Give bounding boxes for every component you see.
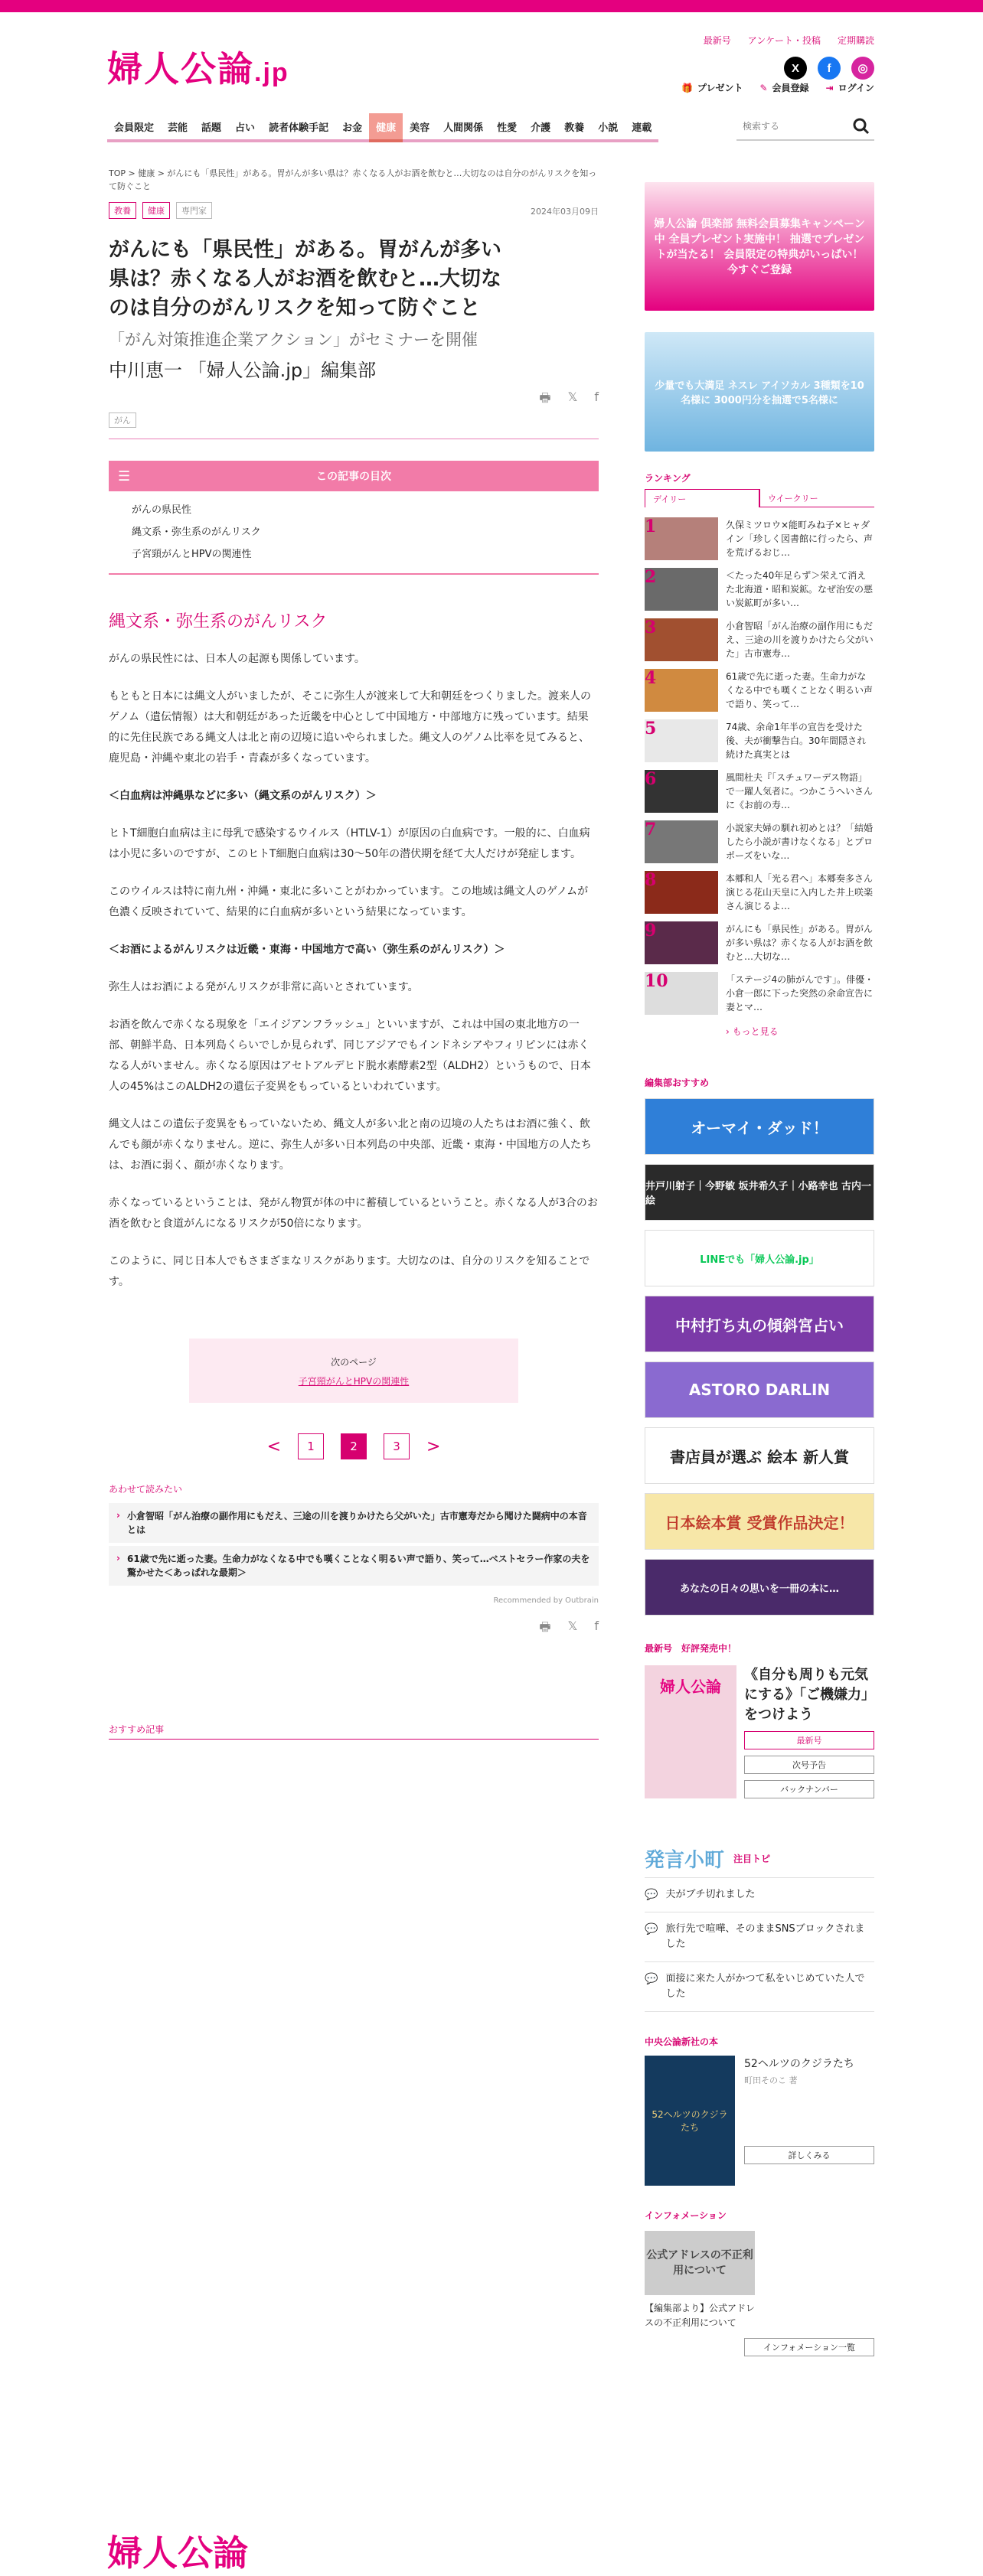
- recommended-heading: おすすめ記事: [109, 1723, 599, 1740]
- tag-link[interactable]: 専門家: [176, 202, 212, 219]
- ranking-text: 風間杜夫『「スチュワーデス物語」で一躍人気者に。つかこうへいさんに《お前の寿…: [726, 772, 874, 810]
- related-item[interactable]: › 61歳で先に逝った妻。生命力がなくなる中でも嘆くことなく明るい声で語り、笑って…ベストセラー作家の夫を驚かせた＜あっぱれな最期＞: [109, 1546, 599, 1586]
- instagram-icon[interactable]: ◎: [851, 57, 874, 80]
- related-item[interactable]: › 小倉智昭「がん治療の副作用にもだえ、三途の川を渡りかけたら父がいた」古市憲寿だから聞けた闘病中の本音とは: [109, 1503, 599, 1543]
- info-block: [645, 2231, 874, 2356]
- related-title: あわせて読みたい: [109, 1484, 183, 1495]
- tag-link[interactable]: 教養: [109, 202, 136, 219]
- hatsugen-item[interactable]: [645, 1962, 874, 2012]
- page-link-current[interactable]: 2: [341, 1433, 367, 1459]
- present-label: プレゼント: [697, 83, 743, 93]
- nav-item[interactable]: 性愛: [490, 113, 524, 142]
- ranking-item[interactable]: [645, 867, 874, 918]
- book-cover[interactable]: 52ヘルツのクジラたち: [645, 2056, 735, 2186]
- nav-item[interactable]: 芸能: [161, 113, 194, 142]
- next-issue-button[interactable]: 次号予告: [744, 1756, 874, 1774]
- sidebar: [645, 182, 874, 2356]
- footer-logo[interactable]: 婦人公論: [107, 2532, 248, 2574]
- login-label: ログイン: [838, 83, 874, 93]
- top-link-latest[interactable]: 最新号: [703, 35, 731, 46]
- article-body: [109, 649, 599, 1293]
- ranking-item[interactable]: [645, 615, 874, 665]
- ranking-text: 小説家夫婦の馴れ初めとは？「結婚したら小説が書けなくなる」とプロポーズをいな…: [726, 823, 874, 861]
- paragraph: 弥生人はお酒による発がんリスクが非常に高いとされています。: [109, 981, 419, 993]
- editor-banner[interactable]: 書店員が選ぶ 絵本 新人賞: [645, 1427, 874, 1484]
- book-block: [645, 2056, 874, 2186]
- ranking-text: 久保ミツロウ×能町みね子×ヒャダイン「珍しく図書館に行ったら、声を荒げるおじ…: [726, 520, 874, 558]
- editor-banner[interactable]: 井戸川射子｜今野敏 坂井希久子｜小路幸也 古内一絵: [645, 1164, 874, 1221]
- breadcrumb: TOP > 健康 > がんにも「県民性」がある。胃がんが多い県は？赤くなる人がお酒を飲むと…大切なのは自分のがんリスクを知って防ぐこと: [109, 168, 597, 191]
- next-page-box: [189, 1339, 518, 1403]
- share-buttons: [539, 390, 599, 410]
- rank-number: 2: [645, 567, 657, 587]
- ranking-title: ランキング: [645, 473, 691, 484]
- facebook-share-icon[interactable]: f: [594, 1619, 599, 1633]
- hatsugen-label: 注目トピ: [733, 1854, 771, 1864]
- keyword-tag[interactable]: がん: [109, 412, 136, 428]
- search-input[interactable]: [736, 115, 844, 138]
- ranking-item[interactable]: [645, 514, 874, 564]
- toc-item[interactable]: がんの県民性: [132, 504, 192, 516]
- rank-number: 6: [645, 769, 657, 789]
- more-link[interactable]: › もっと見る: [726, 1026, 779, 1037]
- magazine-title: 最新号 好評発売中！: [645, 1643, 737, 1654]
- toc-divider: [109, 573, 599, 575]
- nav-item[interactable]: 介護: [524, 113, 557, 142]
- ranking-item[interactable]: [645, 716, 874, 766]
- editor-title: 編集部おすすめ: [645, 1078, 710, 1088]
- editor-banner[interactable]: オーマイ・ダッド！: [645, 1098, 874, 1155]
- rank-number: 10: [645, 971, 668, 991]
- hatsugen-list: [645, 1877, 874, 2012]
- sub-heading: ＜お酒によるがんリスクは近畿・東海・中国地方で高い（弥生系のがんリスク）＞: [109, 944, 505, 956]
- toc-item[interactable]: 子宮頸がんとHPVの関連性: [132, 549, 252, 560]
- ranking-item[interactable]: [645, 817, 874, 867]
- nav-item-active[interactable]: 健康: [369, 113, 403, 142]
- editor-banner[interactable]: 日本絵本賞 受賞作品決定！: [645, 1493, 874, 1550]
- top-link-subscribe[interactable]: 定期購読: [837, 35, 874, 46]
- paragraph: このように、同じ日本人でもさまざまなリスクがあります。大切なのは、自分のリスクを知ることです。: [109, 1255, 590, 1288]
- category-nav: [107, 113, 658, 142]
- magazine-block: [645, 1665, 874, 1798]
- top-links: [704, 34, 874, 47]
- rank-number: 9: [645, 921, 657, 941]
- facebook-icon[interactable]: f: [818, 57, 841, 80]
- chat-bubble-icon: 💬: [645, 1923, 658, 1935]
- related-list: [109, 1503, 599, 1586]
- paragraph: お酒を飲んで赤くなる現象を「エイジアンフラッシュ」といいますが、これは中国の東北地方の一部、朝鮮半島、日本列島くらいでしか見られず、同じアジアでもインドネシアやフィリピンには赤くなる人がいません。赤くなる原因はアセトアルデヒド脱水素酵素2型（ALDH2）というもので、日本人の45%はこのALDH2の遺伝子変異をもっているといわれています。: [109, 1019, 591, 1093]
- ranking-item[interactable]: [645, 766, 874, 817]
- hatsugen-text: 面接に来た人がかつて私をいじめていた人でした: [665, 1973, 865, 2000]
- hatsugen-text: 旅行先で喧嘩、そのままSNSブロックされました: [665, 1923, 865, 1950]
- info-title: インフォメーション: [645, 2210, 727, 2221]
- toc-title: この記事の目次: [316, 471, 391, 483]
- nav-item[interactable]: 話題: [194, 113, 228, 142]
- paragraph: 縄文人はこの遺伝子変異をもっていないため、縄文人が多い北と南の辺境の人たちはお酒に強く、飲んでも顔が赤くなりません。逆に、弥生人が多い日本列島の中央部、近畿・東海・中国地方の人たちは、お酒に弱く、顔が赤くなります。: [109, 1118, 592, 1172]
- back-number-button[interactable]: バックナンバー: [744, 1780, 874, 1798]
- present-link[interactable]: [681, 81, 743, 94]
- gift-icon: 🎁: [681, 83, 693, 93]
- next-page-label: 次のページ: [331, 1357, 377, 1368]
- editor-banner[interactable]: ASTORO DARLIN: [645, 1361, 874, 1418]
- social-links: [784, 57, 874, 80]
- nav-item[interactable]: 小説: [591, 113, 625, 142]
- x-share-icon[interactable]: 𝕏: [567, 1619, 578, 1633]
- list-icon: ☰: [118, 468, 131, 484]
- latest-issue-button[interactable]: 最新号: [744, 1731, 874, 1749]
- chat-bubble-icon: 💬: [645, 1889, 658, 1901]
- login-icon: ⇥: [825, 83, 834, 93]
- login-link[interactable]: [826, 81, 874, 94]
- nav-item[interactable]: 読者体験手記: [262, 113, 335, 142]
- paragraph: 赤くなっているということは、発がん物質が体の中に蓄積しているということ。赤くなる人が3合のお酒を飲むと食道がんになるリスクが50倍になります。: [109, 1197, 598, 1230]
- next-page-link[interactable]: 子宮頸がんとHPVの関連性: [298, 1376, 410, 1387]
- rank-number: 8: [645, 870, 657, 890]
- ranking-text: 小倉智昭「がん治療の副作用にもだえ、三途の川を渡りかけたら父がいた」古市憲寿…: [726, 621, 874, 659]
- tag-link[interactable]: 健康: [142, 202, 170, 219]
- top-accent-bar: [0, 0, 983, 12]
- ranking-text: 74歳、余命1年半の宣告を受けた後、夫が衝撃告白。30年間隠され続けた真実とは: [726, 722, 867, 760]
- print-icon[interactable]: 🖶: [539, 390, 551, 405]
- section-heading: 縄文系・弥生系のがんリスク: [109, 612, 328, 631]
- info-list-button[interactable]: インフォメーション一覧: [744, 2338, 874, 2356]
- account-links: [681, 81, 874, 94]
- editor-banner[interactable]: 中村打ち丸の傾斜宮占い: [645, 1296, 874, 1352]
- page-link[interactable]: 3: [384, 1433, 410, 1459]
- ranking-text: 「ステージ4の肺がんです」。俳優・小倉一郎に下った突然の余命宣告に妻とマ…: [726, 974, 874, 1012]
- share-buttons-bottom: [539, 1619, 599, 1639]
- x-share-icon[interactable]: 𝕏: [567, 390, 578, 404]
- paragraph: もともと日本には縄文人がいましたが、そこに弥生人が渡来して大和朝廷をつくりました。渡来人のゲノム（遺伝情報）は大和朝廷があった近畿を中心として中国地方・中部地方に残っています。結果的に先住民族である縄文人は北と南の辺境に追いやられました。縄文人のゲノム比率を見てみると、鹿児島・沖縄や東北の岩手・青森が多くなっています。: [109, 690, 591, 765]
- article-column: [109, 167, 599, 1740]
- article-tags: [109, 202, 599, 219]
- article-subtitle: 「がん対策推進企業アクション」がセミナーを開催: [109, 331, 478, 349]
- pen-icon: ✎: [759, 83, 768, 93]
- article-author: 中川恵一 「婦人公論.jp」編集部: [109, 360, 377, 381]
- ranking-item[interactable]: [645, 968, 874, 1019]
- rank-number: 4: [645, 668, 657, 688]
- book-name[interactable]: 52ヘルツのクジラたち: [744, 2058, 854, 2070]
- hatsugen-header: [645, 1844, 874, 1873]
- nav-item[interactable]: 教養: [557, 113, 591, 142]
- page-link[interactable]: 1: [298, 1433, 324, 1459]
- info-card[interactable]: 公式アドレスの不正利用について: [645, 2231, 755, 2295]
- ranking-text: ＜たった40年足らず＞栄えて消えた北海道・昭和炭鉱。なぜ治安の悪い炭鉱町が多い…: [726, 570, 874, 608]
- ranking-tabs: [645, 489, 874, 507]
- top-link-survey[interactable]: アンケート・投稿: [747, 35, 821, 46]
- nestle-banner[interactable]: 少量でも大満足 ネスレ アイソカル 3種類を10名様に 3000円分を抽選で5名様に: [645, 332, 874, 452]
- info-text[interactable]: 【編集部より】公式アドレスの不正利用について: [645, 2303, 756, 2328]
- magazine-copy: 《自分も周りも元気にする》「ご機嫌力」をつけよう: [744, 1667, 868, 1723]
- next-arrow-icon[interactable]: >: [426, 1436, 441, 1456]
- tab-weekly[interactable]: ウイークリー: [759, 489, 874, 507]
- book-author: 町田そのこ 著: [744, 2075, 798, 2085]
- hatsugen-item[interactable]: [645, 1912, 874, 1962]
- x-icon[interactable]: X: [784, 57, 807, 80]
- print-icon[interactable]: 🖶: [539, 1619, 551, 1634]
- more-label: もっと見る: [732, 1026, 779, 1037]
- ranking-list: [645, 514, 874, 1019]
- search-box: [736, 115, 874, 141]
- hatsugen-item[interactable]: [645, 1878, 874, 1912]
- hatsugen-text: 夫がブチ切れました: [665, 1889, 756, 1900]
- book-details-button[interactable]: 詳しくみる: [744, 2146, 874, 2164]
- magazine-cover[interactable]: 婦人公論: [645, 1665, 736, 1798]
- table-of-contents: [109, 461, 599, 575]
- nav-item[interactable]: 人間関係: [436, 113, 490, 142]
- nav-item[interactable]: 占い: [228, 113, 262, 142]
- editor-banner[interactable]: LINEでも「婦人公論.jp」: [645, 1230, 874, 1286]
- chat-bubble-icon: 💬: [645, 1973, 658, 1985]
- register-link[interactable]: [759, 81, 808, 94]
- search-icon[interactable]: [853, 118, 870, 138]
- paragraph: このウイルスは特に南九州・沖縄・東北に多いことがわかっています。この地域は縄文人のゲノムが色濃く反映されていて、結果的に白血病が多いという結果になっています。: [109, 885, 589, 918]
- register-label: 会員登録: [772, 83, 809, 93]
- editor-banner[interactable]: あなたの日々の思いを一冊の本に…: [645, 1559, 874, 1616]
- ranking-item[interactable]: [645, 918, 874, 968]
- toc-item[interactable]: 縄文系・弥生系のがんリスク: [132, 527, 261, 538]
- editor-banners: [645, 1098, 874, 1616]
- nav-item[interactable]: 連載: [625, 113, 658, 142]
- nav-item[interactable]: お金: [335, 113, 369, 142]
- club-banner[interactable]: 婦人公論 倶楽部 無料会員募集キャンペーン中 全員プレゼント実施中！ 抽選でプレゼントが当たる！ 会員限定の特典がいっぱい！ 今すぐご登録: [645, 182, 874, 311]
- ranking-item[interactable]: [645, 665, 874, 716]
- publish-date: 2024年03月09日: [531, 207, 599, 217]
- facebook-share-icon[interactable]: f: [594, 390, 599, 404]
- book-title: 中央公論新社の本: [645, 2036, 719, 2047]
- rank-number: 7: [645, 820, 657, 840]
- ranking-text: 本郷和人「光る君へ」本郷奏多さん演じる花山天皇に入内した井上咲楽さん演じるよ…: [726, 873, 874, 911]
- paragraph: ヒトT細胞白血病は主に母乳で感染するウイルス（HTLV-1）が原因の白血病です。一般的に、白血病は小児に多いのですが、このヒトT細胞白血病は30〜50年の潜伏期を経て大人だけが発症します。: [109, 827, 590, 860]
- paragraph: がんの県民性には、日本人の起源も関係しています。: [109, 653, 365, 665]
- ranking-text: がんにも「県民性」がある。胃がんが多い県は？赤くなる人がお酒を飲むと…大切な…: [726, 924, 874, 962]
- nav-item[interactable]: 会員限定: [107, 113, 161, 142]
- toc-header[interactable]: [109, 461, 599, 491]
- sub-heading: ＜白血病は沖縄県などに多い（縄文系のがんリスク）＞: [109, 790, 377, 802]
- tab-daily[interactable]: デイリー: [645, 489, 759, 507]
- article-title: がんにも「県民性」がある。胃がんが多い県は？赤くなる人がお酒を飲むと…大切なのは自分のがんリスクを知って防ぐこと: [109, 238, 501, 320]
- outbrain-credit[interactable]: Recommended by Outbrain: [493, 1596, 599, 1605]
- ranking-text: 61歳で先に逝った妻。生命力がなくなる中でも嘆くことなく明るい声で語り、笑って…: [726, 671, 874, 709]
- rank-number: 3: [645, 618, 657, 637]
- pagination: [109, 1433, 599, 1459]
- prev-arrow-icon[interactable]: <: [266, 1436, 281, 1456]
- rank-number: 1: [645, 517, 657, 536]
- nav-item[interactable]: 美容: [403, 113, 436, 142]
- hatsugen-logo[interactable]: 発言小町: [645, 1849, 725, 1872]
- rank-number: 5: [645, 719, 657, 739]
- ranking-item[interactable]: [645, 564, 874, 615]
- site-logo[interactable]: 婦人公論.jp: [107, 48, 289, 90]
